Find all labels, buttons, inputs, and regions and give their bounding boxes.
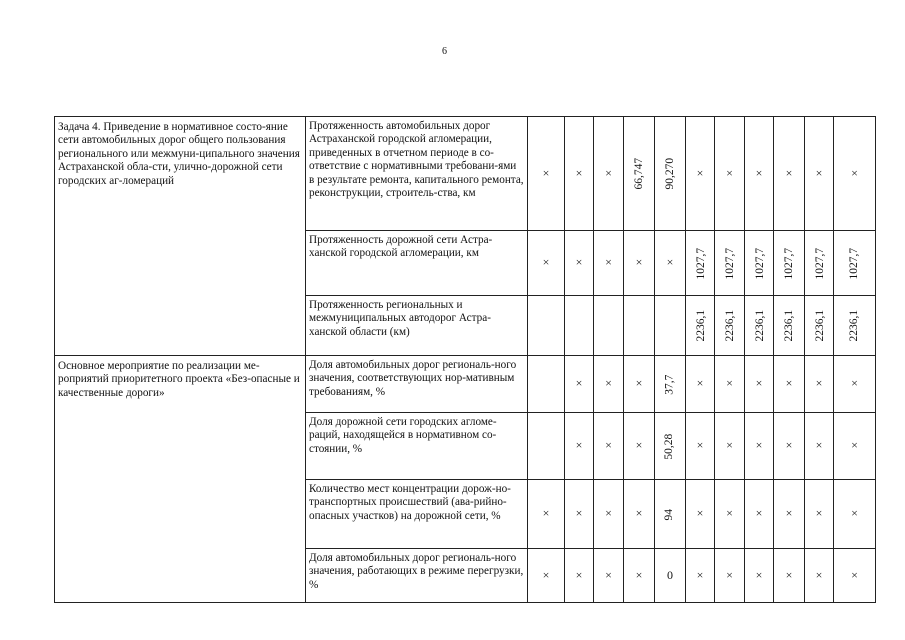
value-cell bbox=[594, 296, 624, 356]
value-cell: × bbox=[565, 117, 594, 231]
value-cell bbox=[528, 356, 565, 413]
value-text: 2236,1 bbox=[724, 310, 737, 342]
value-cell: × bbox=[745, 356, 774, 413]
value-text: 94 bbox=[663, 508, 676, 521]
indicator-cell: Доля автомобильных дорог региональ-ного значения, работающих в режиме перегрузки, % bbox=[306, 549, 528, 603]
value-cell: × bbox=[686, 549, 715, 603]
value-text: 50,28 bbox=[663, 433, 676, 460]
value-cell: × bbox=[745, 549, 774, 603]
task-cell: Задача 4. Приведение в нормативное состо-яние сети автомобильных дорог общего пользования регионального или межмуни-ципального значения Астраханской обла-сти, улично-дорожной сети городских аг-ломераций bbox=[55, 117, 306, 356]
value-cell bbox=[655, 413, 686, 480]
value-cell: × bbox=[624, 480, 655, 549]
value-cell: × bbox=[774, 356, 805, 413]
value-cell: × bbox=[686, 356, 715, 413]
value-cell bbox=[715, 296, 745, 356]
value-text: 37,7 bbox=[663, 374, 676, 395]
value-cell: × bbox=[594, 413, 624, 480]
value-cell bbox=[528, 413, 565, 480]
value-cell bbox=[624, 296, 655, 356]
value-cell bbox=[565, 296, 594, 356]
value-cell: × bbox=[594, 231, 624, 296]
value-cell: × bbox=[745, 413, 774, 480]
value-text: 2236,1 bbox=[754, 310, 767, 342]
value-text: 90,270 bbox=[664, 158, 677, 190]
indicator-cell: Доля дорожной сети городских агломе-раций, находящейся в нормативном со-стоянии, % bbox=[306, 413, 528, 480]
value-cell: × bbox=[686, 413, 715, 480]
task-cell: Основное мероприятие по реализации ме-роприятий приоритетного проекта «Без-опасные и качественные дороги» bbox=[55, 356, 306, 603]
value-cell bbox=[655, 480, 686, 549]
value-cell: × bbox=[774, 117, 805, 231]
value-text: 2236,1 bbox=[814, 310, 827, 342]
value-cell: × bbox=[686, 117, 715, 231]
value-cell: × bbox=[805, 549, 834, 603]
value-cell: × bbox=[624, 356, 655, 413]
value-cell bbox=[774, 296, 805, 356]
value-cell: × bbox=[528, 117, 565, 231]
value-cell bbox=[834, 296, 876, 356]
value-text: 1027,7 bbox=[814, 247, 827, 280]
value-cell: × bbox=[686, 480, 715, 549]
value-cell: × bbox=[774, 480, 805, 549]
value-cell: × bbox=[834, 480, 876, 549]
value-text: 1027,7 bbox=[724, 247, 737, 280]
value-cell: × bbox=[834, 413, 876, 480]
value-cell: × bbox=[745, 480, 774, 549]
value-cell: × bbox=[834, 117, 876, 231]
value-cell bbox=[745, 231, 774, 296]
value-cell: × bbox=[745, 117, 774, 231]
value-cell: × bbox=[594, 117, 624, 231]
value-cell: × bbox=[565, 480, 594, 549]
value-cell bbox=[834, 231, 876, 296]
value-cell: × bbox=[565, 549, 594, 603]
value-cell: × bbox=[594, 549, 624, 603]
value-text: 1027,7 bbox=[695, 247, 708, 280]
value-cell: × bbox=[594, 480, 624, 549]
value-cell: × bbox=[715, 413, 745, 480]
value-cell: × bbox=[565, 356, 594, 413]
value-cell: × bbox=[528, 231, 565, 296]
indicator-cell: Протяженность дорожной сети Астра-ханской городской агломерации, км bbox=[306, 231, 528, 296]
value-cell bbox=[805, 296, 834, 356]
value-cell: × bbox=[565, 231, 594, 296]
value-text: 2236,1 bbox=[847, 310, 860, 342]
value-cell bbox=[655, 296, 686, 356]
value-cell: × bbox=[715, 117, 745, 231]
value-cell: × bbox=[565, 413, 594, 480]
value-text: 2236,1 bbox=[783, 310, 796, 342]
value-cell bbox=[745, 296, 774, 356]
indicator-cell: Протяженность автомобильных дорог Астраханской городской агломерации, приведенных в отчетном периоде в со-ответствие с нормативными требовани-ями в результате ремонта, капитального ремонта, реконструкции, строитель-ства, км bbox=[306, 117, 528, 231]
value-cell bbox=[655, 117, 686, 231]
value-cell bbox=[715, 231, 745, 296]
value-text: 2236,1 bbox=[695, 310, 708, 342]
page-number: 6 bbox=[442, 46, 447, 57]
value-cell: 0 bbox=[655, 549, 686, 603]
value-cell: × bbox=[805, 356, 834, 413]
value-cell: × bbox=[774, 549, 805, 603]
value-text: 1027,7 bbox=[847, 247, 860, 280]
value-cell bbox=[528, 296, 565, 356]
value-cell: × bbox=[805, 480, 834, 549]
value-cell: × bbox=[655, 231, 686, 296]
value-cell: × bbox=[715, 356, 745, 413]
value-cell: × bbox=[528, 480, 565, 549]
value-cell bbox=[774, 231, 805, 296]
value-cell bbox=[624, 117, 655, 231]
value-cell: × bbox=[774, 413, 805, 480]
value-cell: × bbox=[834, 356, 876, 413]
value-cell: × bbox=[805, 413, 834, 480]
value-cell bbox=[655, 356, 686, 413]
value-text: 66,747 bbox=[633, 158, 646, 190]
value-cell: × bbox=[715, 549, 745, 603]
value-text: 1027,7 bbox=[783, 247, 796, 280]
indicator-cell: Протяженность региональных и межмуниципальных автодорог Астра-ханской области (км) bbox=[306, 296, 528, 356]
value-cell: × bbox=[624, 231, 655, 296]
indicator-cell: Количество мест концентрации дорож-но-транспортных происшествий (ава-рийно-опасных участков) на дорожной сети, % bbox=[306, 480, 528, 549]
value-cell: × bbox=[805, 117, 834, 231]
value-cell: × bbox=[715, 480, 745, 549]
value-cell: × bbox=[834, 549, 876, 603]
indicators-table bbox=[54, 116, 876, 603]
table-row bbox=[55, 356, 876, 413]
value-cell: × bbox=[528, 549, 565, 603]
value-cell: × bbox=[624, 413, 655, 480]
table-row bbox=[55, 117, 876, 231]
value-cell bbox=[686, 231, 715, 296]
value-cell bbox=[805, 231, 834, 296]
value-cell: × bbox=[624, 549, 655, 603]
indicator-cell: Доля автомобильных дорог региональ-ного значения, соответствующих нор-мативным требованиям, % bbox=[306, 356, 528, 413]
value-cell bbox=[686, 296, 715, 356]
value-text: 1027,7 bbox=[754, 247, 767, 280]
value-cell: × bbox=[594, 356, 624, 413]
